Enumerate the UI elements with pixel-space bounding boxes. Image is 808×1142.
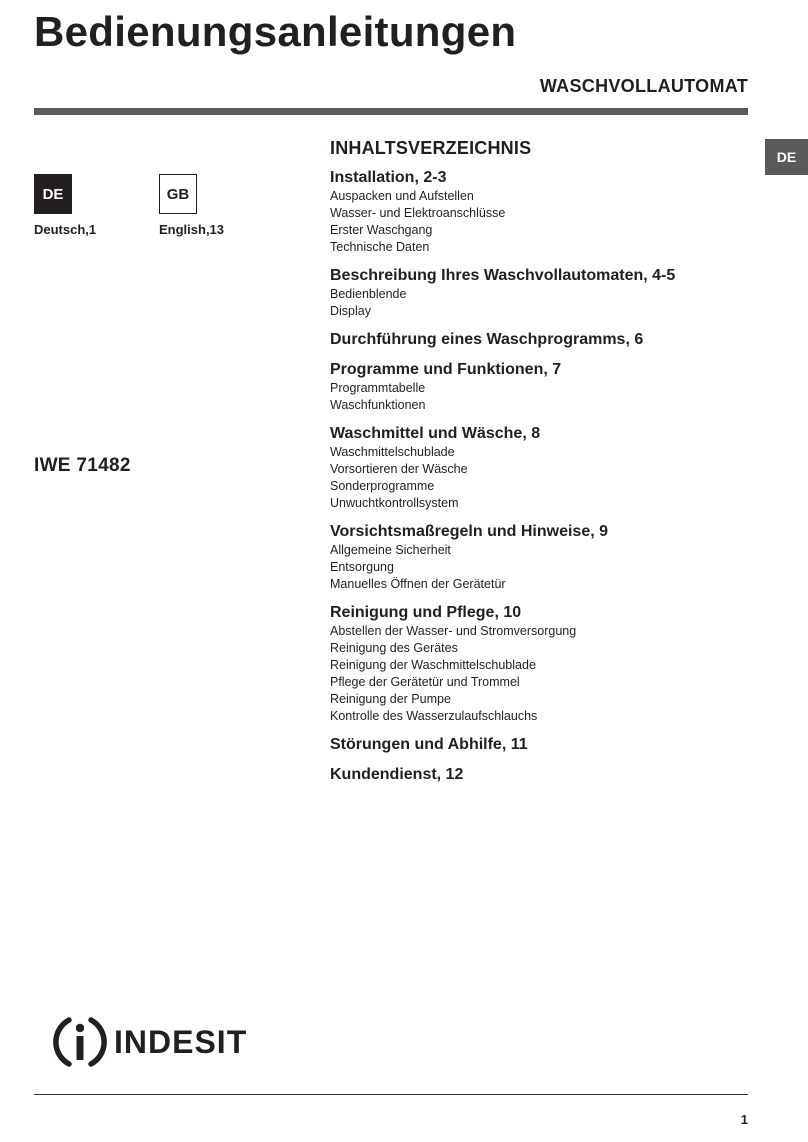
toc-subitem[interactable]: Bedienblende bbox=[330, 287, 407, 301]
toc-subitem[interactable]: Pflege der Gerätetür und Trommel bbox=[330, 675, 520, 689]
brand-name: INDESIT bbox=[114, 1023, 248, 1060]
toc-subitem[interactable]: Reinigung des Gerätes bbox=[330, 641, 458, 655]
page-number: 1 bbox=[740, 1112, 748, 1127]
language-code-badge[interactable]: GB bbox=[159, 174, 197, 214]
toc-section-heading[interactable]: Vorsichtsmaßregeln und Hinweise, 9 bbox=[330, 523, 608, 540]
toc-section bbox=[330, 330, 730, 350]
toc-subitem[interactable]: Reinigung der Pumpe bbox=[330, 692, 451, 706]
toc-subitem[interactable]: Wasser- und Elektroanschlüsse bbox=[330, 206, 506, 220]
language-label: English,13 bbox=[159, 222, 225, 237]
toc-subitem[interactable]: Vorsortieren der Wäsche bbox=[330, 462, 468, 476]
toc-title: INHALTSVERZEICHNIS bbox=[330, 138, 532, 158]
toc-subitem[interactable]: Abstellen der Wasser- und Stromversorgung bbox=[330, 624, 577, 638]
toc-section-heading[interactable]: Installation, 2-3 bbox=[330, 169, 447, 186]
toc-section-heading[interactable]: Kundendienst, 12 bbox=[330, 766, 464, 783]
toc-section bbox=[330, 603, 730, 725]
toc-subitem[interactable]: Erster Waschgang bbox=[330, 223, 433, 237]
toc-subitem[interactable]: Manuelles Öffnen der Gerätetür bbox=[330, 577, 506, 591]
toc-subitem[interactable]: Allgemeine Sicherheit bbox=[330, 543, 451, 557]
toc-section-heading[interactable]: Waschmittel und Wäsche, 8 bbox=[330, 425, 541, 442]
toc-section-heading[interactable]: Reinigung und Pflege, 10 bbox=[330, 604, 522, 621]
language-side-tab[interactable]: DE bbox=[765, 139, 808, 175]
toc-section bbox=[330, 735, 730, 755]
toc-subitem[interactable]: Entsorgung bbox=[330, 560, 394, 574]
toc-section-heading[interactable]: Beschreibung Ihres Waschvollautomaten, 4-5 bbox=[330, 267, 676, 284]
toc-section bbox=[330, 360, 730, 414]
toc-section bbox=[330, 424, 730, 512]
toc-section-heading[interactable]: Störungen und Abhilfe, 11 bbox=[330, 736, 528, 753]
toc-subitem[interactable]: Programmtabelle bbox=[330, 381, 426, 395]
product-type-subtitle: WASCHVOLLAUTOMAT bbox=[539, 76, 748, 96]
toc-section-heading[interactable]: Durchführung eines Waschprogramms, 6 bbox=[330, 331, 644, 348]
toc-sections bbox=[330, 168, 730, 785]
toc-subitem[interactable]: Sonderprogramme bbox=[330, 479, 435, 493]
toc-subitem[interactable]: Kontrolle des Wasserzulaufschlauchs bbox=[330, 709, 538, 723]
toc-subitem[interactable]: Display bbox=[330, 304, 371, 318]
toc-subitem[interactable]: Reinigung der Waschmittelschublade bbox=[330, 658, 536, 672]
toc-section bbox=[330, 266, 730, 320]
language-option-gb[interactable] bbox=[159, 174, 224, 237]
table-of-contents bbox=[330, 138, 730, 795]
indesit-logo-icon bbox=[52, 1012, 108, 1072]
toc-subitem[interactable]: Unwuchtkontrollsystem bbox=[330, 496, 459, 510]
page-title: Bedienungsanleitungen bbox=[34, 8, 517, 55]
language-label: Deutsch,1 bbox=[34, 222, 97, 237]
toc-section-heading[interactable]: Programme und Funktionen, 7 bbox=[330, 361, 562, 378]
toc-section bbox=[330, 765, 730, 785]
model-number: IWE 71482 bbox=[34, 455, 131, 476]
language-option-de[interactable] bbox=[34, 174, 96, 237]
toc-subitem[interactable]: Technische Daten bbox=[330, 240, 430, 254]
brand-logo bbox=[52, 1012, 247, 1072]
toc-section bbox=[330, 168, 730, 256]
toc-section bbox=[330, 522, 730, 593]
toc-subitem[interactable]: Waschmittelschublade bbox=[330, 445, 455, 459]
footer-divider bbox=[34, 1094, 748, 1095]
toc-subitem[interactable]: Waschfunktionen bbox=[330, 398, 426, 412]
language-code-badge[interactable]: DE bbox=[34, 174, 72, 214]
toc-subitem[interactable]: Auspacken und Aufstellen bbox=[330, 189, 474, 203]
header-divider bbox=[34, 108, 748, 115]
